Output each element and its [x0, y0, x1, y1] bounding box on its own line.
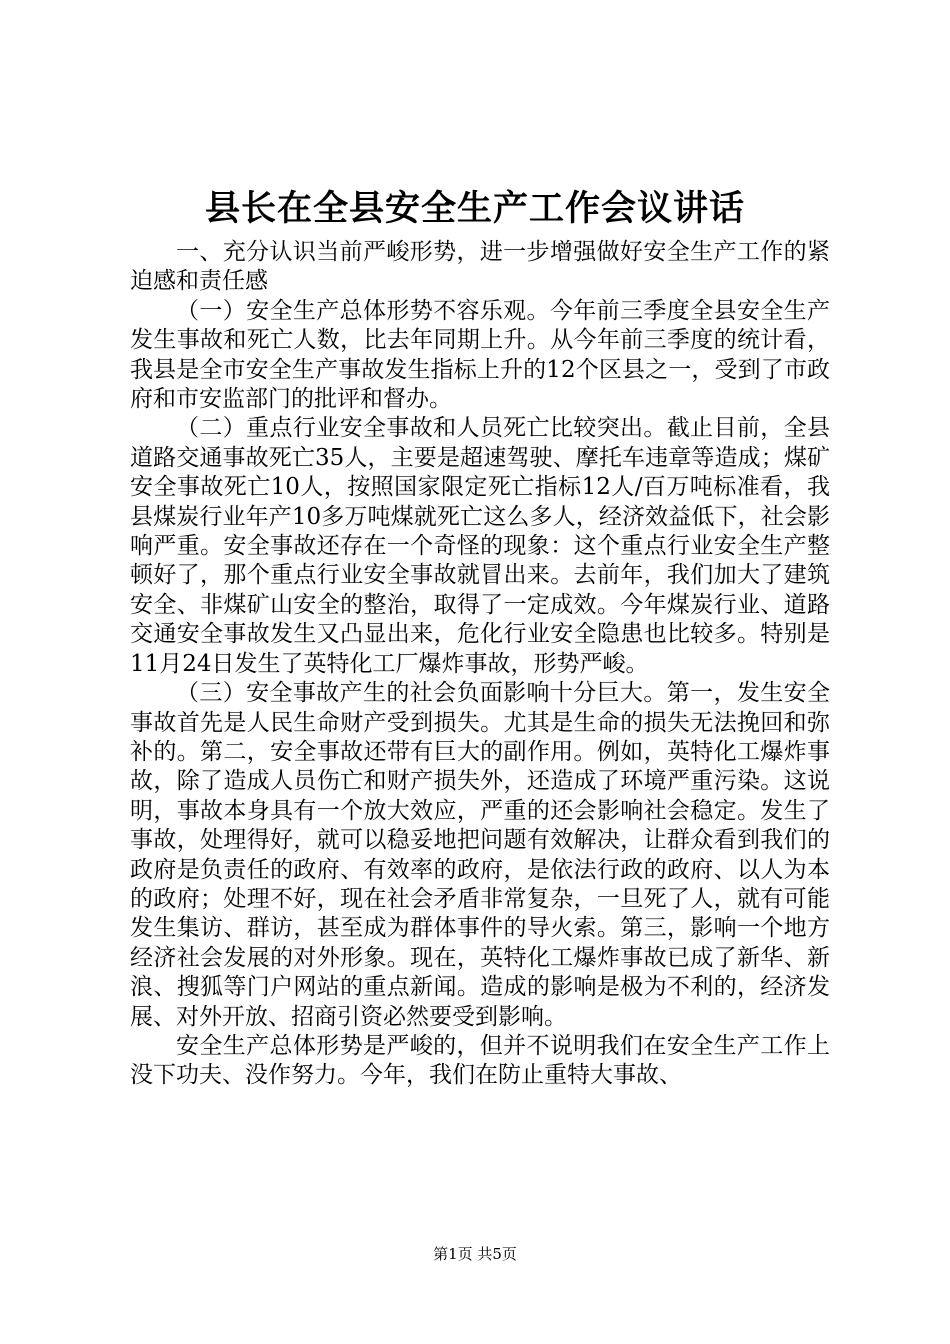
paragraph-section-heading: 一、充分认识当前严峻形势，进一步增强做好安全生产工作的紧迫感和责任感	[130, 239, 830, 295]
page-number-footer: 第1页 共5页	[433, 1245, 517, 1263]
paragraph-overall-situation: （一）安全生产总体形势不容乐观。今年前三季度全县安全生产发生事故和死亡人数，比去年同期上升。从今年前三季度的统计看，我县是全市安全生产事故发生指标上升的12个区县之一，受到了市政府和市安监部门的批评和督办。	[130, 297, 830, 413]
paragraph-social-impact: （三）安全事故产生的社会负面影响十分巨大。第一，发生安全事故首先是人民生命财产受到损失。尤其是生命的损失无法挽回和弥补的。第二，安全事故还带有巨大的副作用。例如，英特化工爆炸事故，除了造成人员伤亡和财产损失外，还造成了环境严重污染。这说明，事故本身具有一个放大效应，严重的还会影响社会稳定。发生了事故，处理得好，就可以稳妥地把问题有效解决，让群众看到我们的政府是负责任的政府、有效率的政府，是依法行政的政府、以人为本的政府；处理不好，现在社会矛盾非常复杂，一旦死了人，就有可能发生集访、群访，甚至成为群体事件的导火索。第三，影响一个地方经济社会发展的对外形象。现在，英特化工爆炸事故已成了新华、新浪、搜狐等门户网站的重点新闻。造成的影响是极为不利的，经济发展、对外开放、招商引资必然要受到影响。	[130, 680, 830, 1030]
document-body	[130, 238, 830, 1091]
paragraph-efforts: 安全生产总体形势是严峻的，但并不说明我们在安全生产工作上没下功夫、没作努力。今年，我们在防止重特大事故、	[130, 1032, 830, 1089]
page-title: 县长在全县安全生产工作会议讲话	[204, 188, 745, 229]
paragraph-key-industries: （二）重点行业安全事故和人员死亡比较突出。截止目前，全县道路交通事故死亡35人，主要是超速驾驶、摩托车违章等造成；煤矿安全事故死亡10人，按照国家限定死亡指标12人/百万吨标准看，我县煤炭行业年产10多万吨煤就死亡这么多人，经济效益低下，社会影响严重。安全事故还存在一个奇怪的现象：这个重点行业安全生产整顿好了，那个重点行业安全事故就冒出来。去前年，我们加大了建筑安全、非煤矿山安全的整治，取得了一定成效。今年煤炭行业、道路交通安全事故发生又凸显出来，危化行业安全隐患也比较多。特别是11月24日发生了英特化工厂爆炸事故，形势严峻。	[130, 415, 830, 677]
